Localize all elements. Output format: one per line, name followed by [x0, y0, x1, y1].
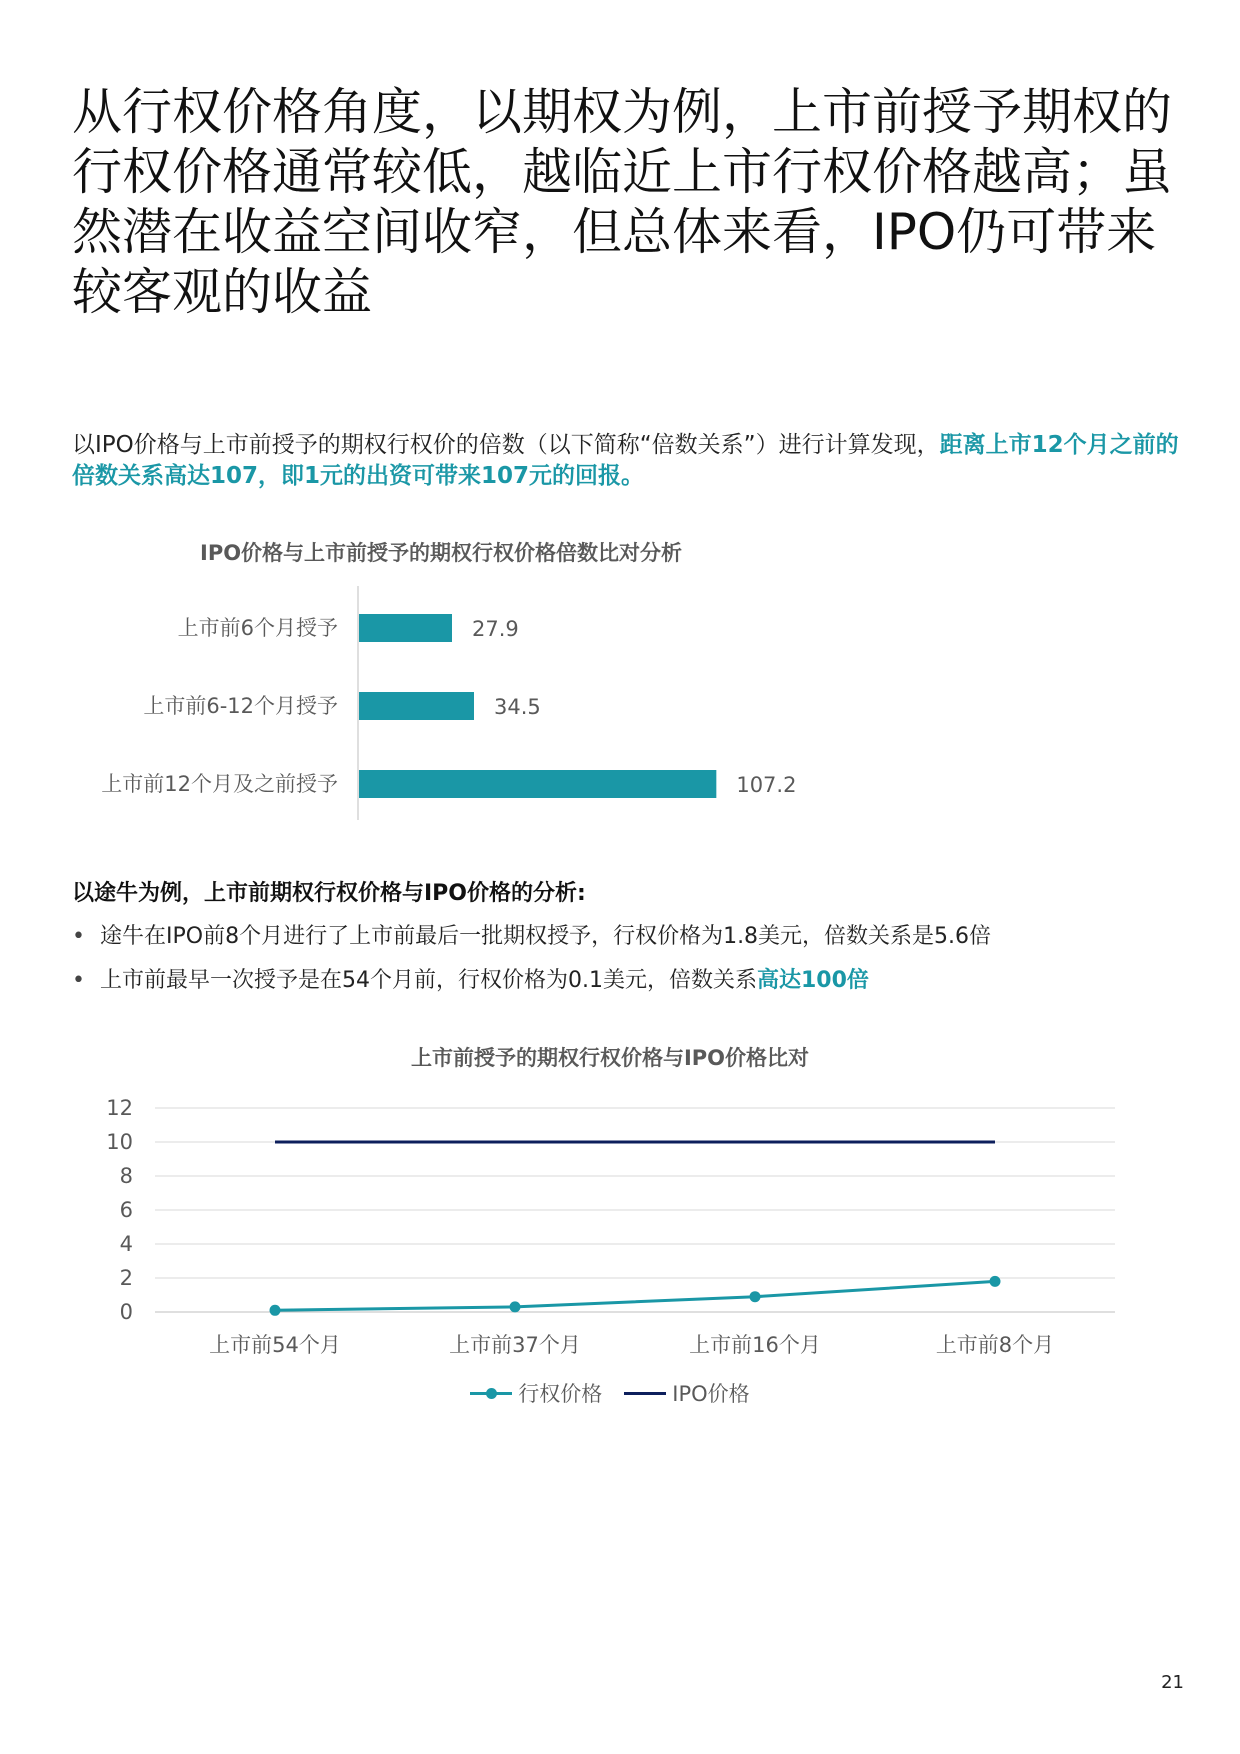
legend-swatch-teal	[470, 1392, 512, 1395]
y-tick-label: 4	[119, 1232, 133, 1256]
x-tick-label: 上市前37个月	[449, 1333, 581, 1357]
example-bullets	[72, 915, 1182, 1003]
y-tick-label: 2	[119, 1266, 133, 1290]
bar	[359, 692, 474, 720]
legend-item-exercise-price	[470, 1378, 602, 1408]
legend-swatch-navy	[624, 1392, 666, 1395]
page-title: 从行权价格角度，以期权为例，上市前授予期权的行权价格通常较低，越临近上市行权价格越高；虽然潜在收益空间收窄，但总体来看，IPO仍可带来较客观的收益	[72, 83, 1172, 321]
x-tick-label: 上市前8个月	[935, 1333, 1055, 1357]
page-number: 21	[1161, 1672, 1184, 1693]
bullet-item	[72, 915, 1182, 959]
legend-label: 行权价格	[518, 1382, 603, 1406]
series-point	[270, 1305, 281, 1316]
bar-value-label: 107.2	[736, 773, 797, 797]
y-tick-label: 10	[106, 1130, 133, 1154]
bar-chart	[60, 580, 960, 820]
x-tick-label: 上市前54个月	[209, 1333, 341, 1357]
x-tick-label: 上市前16个月	[689, 1333, 821, 1357]
intro-highlight: 距离上市12个月之前的倍数关系高达107，即1元的出资可带来107元的回报。	[72, 432, 1179, 489]
legend-label: IPO价格	[672, 1382, 750, 1406]
bar-value-label: 27.9	[472, 617, 519, 641]
intro-paragraph	[72, 430, 1182, 492]
bar-category-label: 上市前6-12个月授予	[143, 694, 338, 718]
bar	[359, 770, 716, 798]
y-tick-label: 0	[119, 1300, 133, 1324]
legend-item-ipo-price	[624, 1378, 749, 1408]
bar-chart-title: IPO价格与上市前授予的期权行权价格倍数比对分析	[200, 541, 683, 565]
bar-category-label: 上市前6个月授予	[177, 616, 338, 640]
bullet-text: 上市前最早一次授予是在54个月前，行权价格为0.1美元，倍数关系	[100, 968, 757, 993]
series-point	[990, 1276, 1001, 1287]
bullet-item	[72, 959, 1182, 1003]
y-tick-label: 12	[106, 1096, 133, 1120]
y-tick-label: 6	[119, 1198, 133, 1222]
bullet-highlight: 高达100倍	[756, 968, 869, 993]
bullet-text: 途牛在IPO前8个月进行了上市前最后一批期权授予，行权价格为1.8美元，倍数关系是5.6倍	[100, 924, 992, 949]
line-chart	[60, 1080, 1120, 1370]
bar-value-label: 34.5	[494, 695, 541, 719]
series-line	[275, 1281, 995, 1310]
line-chart-title: 上市前授予的期权行权价格与IPO价格比对	[410, 1046, 810, 1070]
series-point	[750, 1291, 761, 1302]
bar-category-label: 上市前12个月及之前授予	[101, 772, 338, 796]
bar	[359, 614, 452, 642]
line-chart-legend	[0, 1378, 1220, 1408]
y-tick-label: 8	[119, 1164, 133, 1188]
series-point	[510, 1301, 521, 1312]
example-heading: 以途牛为例，上市前期权行权价格与IPO价格的分析:	[72, 881, 586, 906]
intro-text: 以IPO价格与上市前授予的期权行权价的倍数（以下简称“倍数关系”）进行计算发现，	[72, 432, 940, 458]
